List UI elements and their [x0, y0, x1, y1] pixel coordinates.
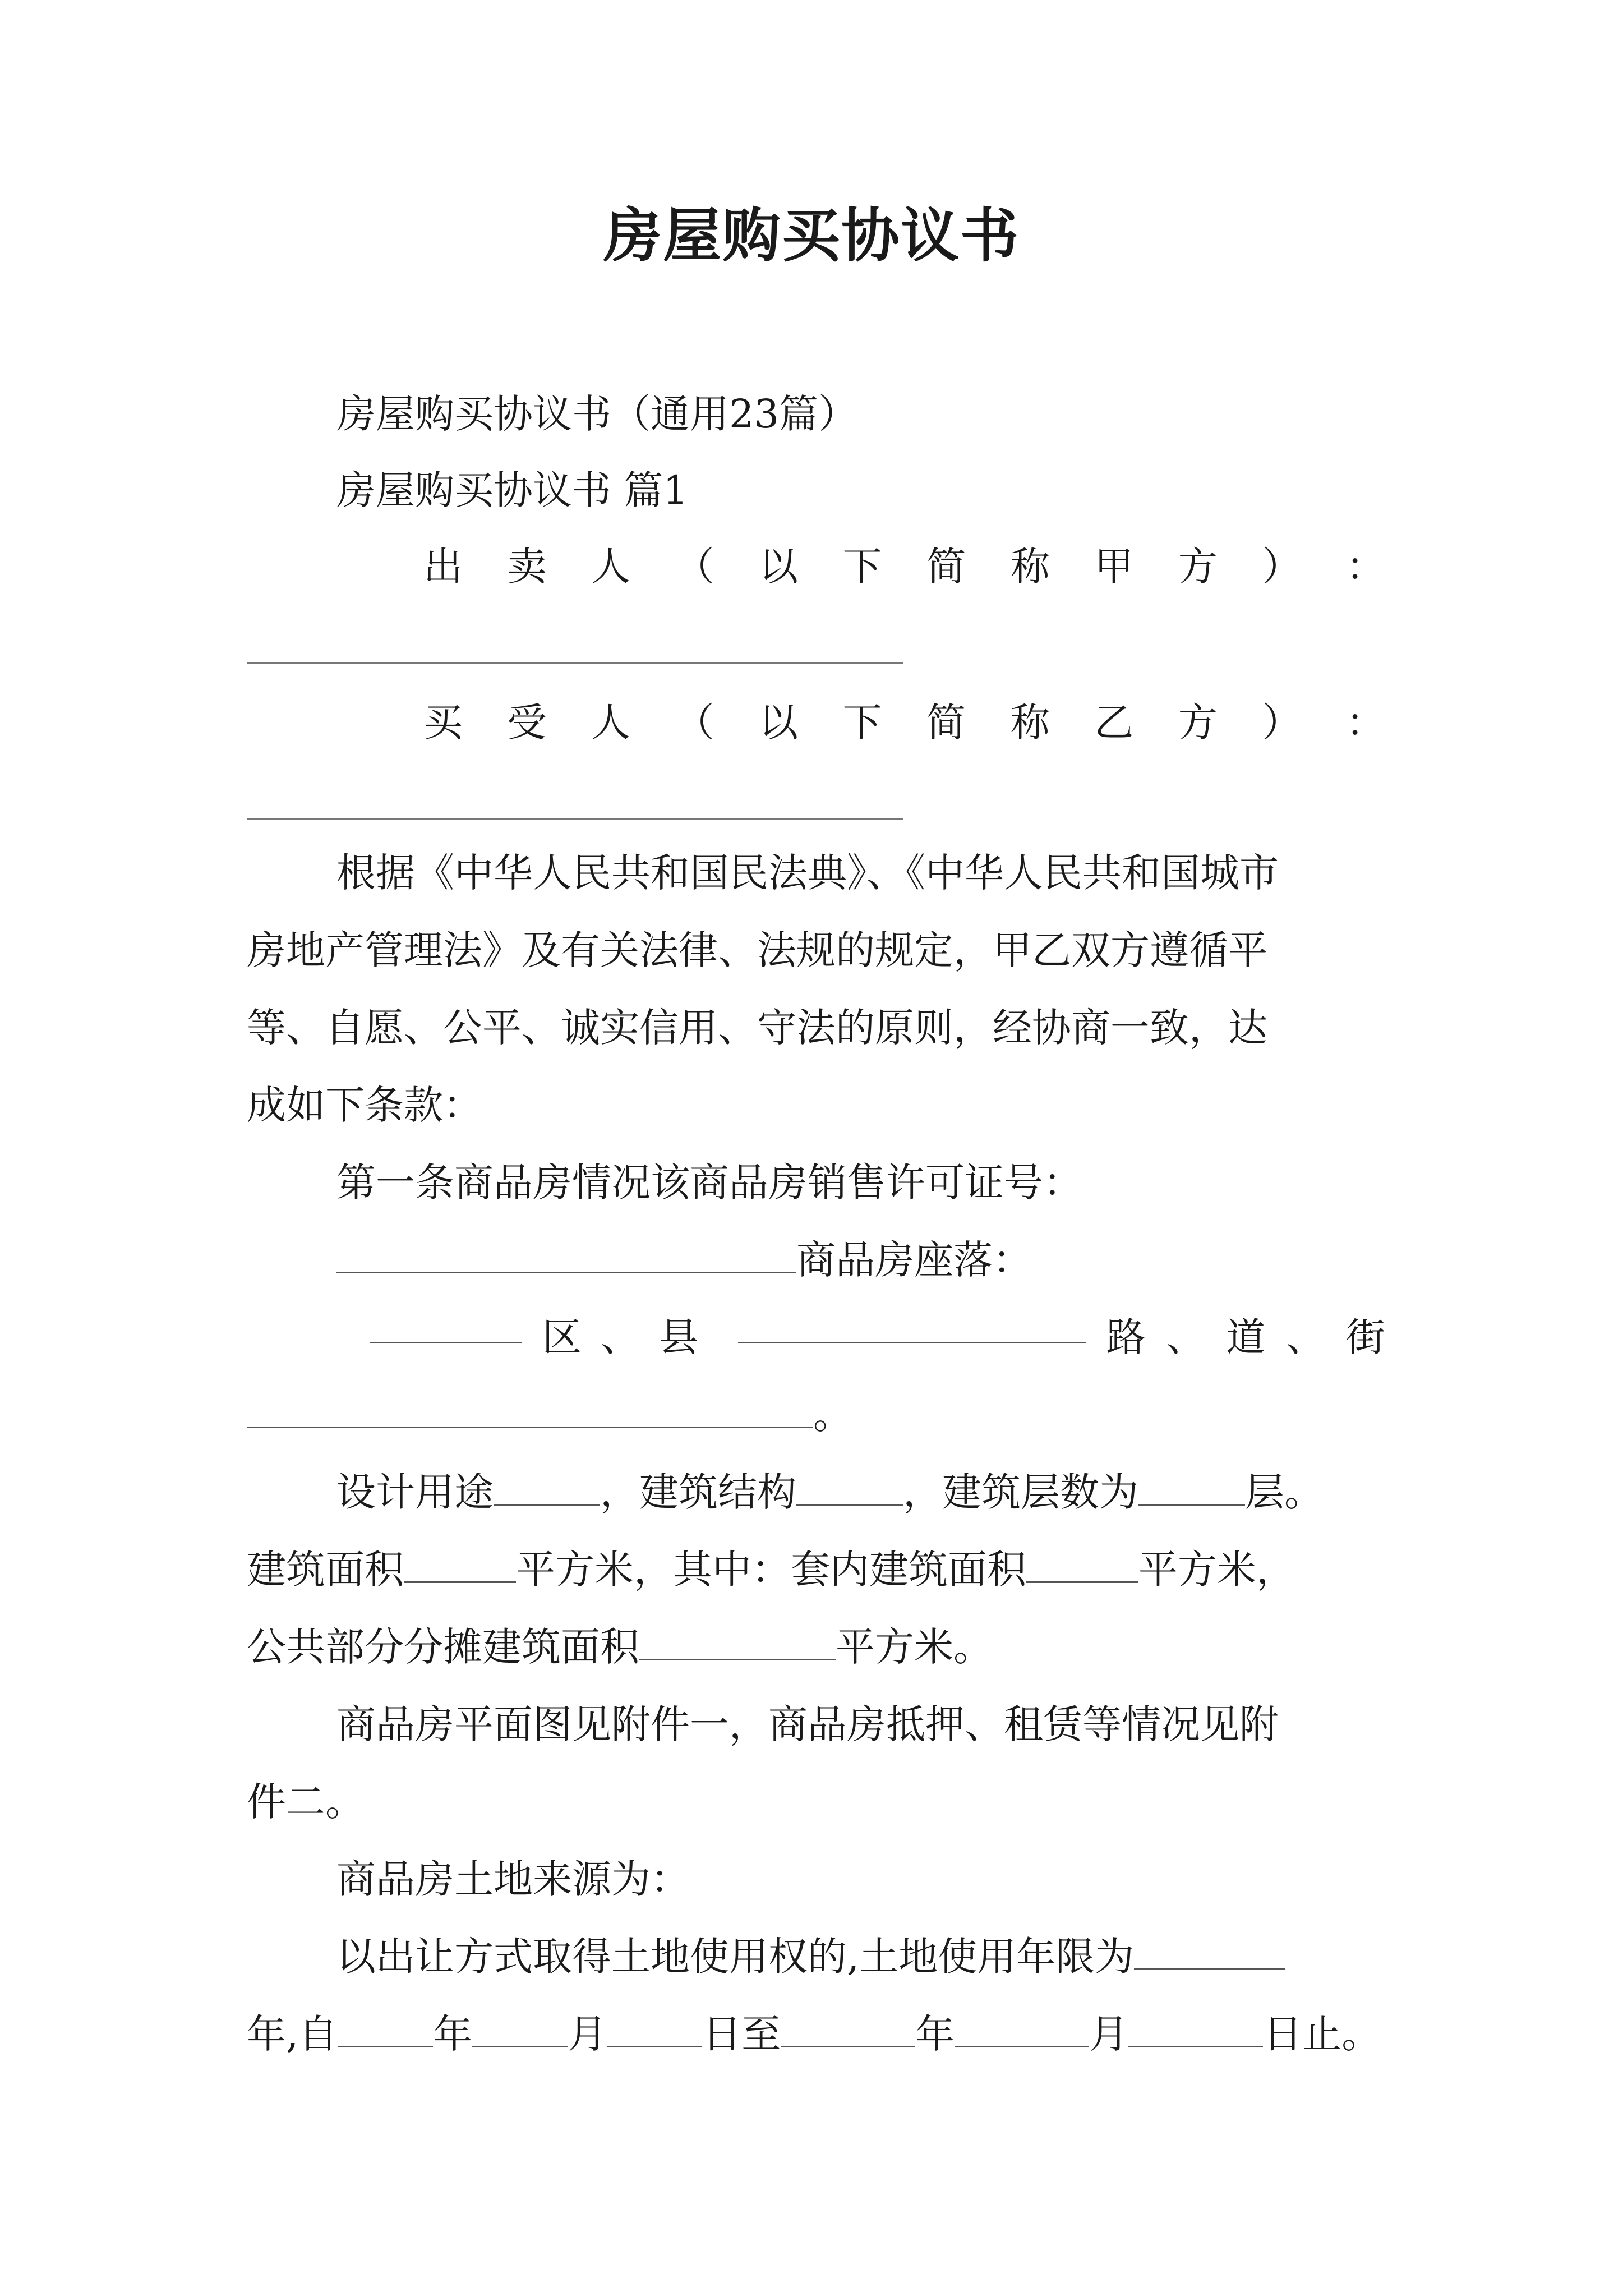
attach-line: 商品房平面图见附件一，商品房抵押、租赁等情况见附: [336, 1701, 1279, 1747]
usage-label: 设计用途: [336, 1469, 494, 1515]
buyer-char: ）: [1262, 700, 1302, 746]
floors-unit: 层。: [1245, 1469, 1324, 1515]
buyer-char: 受: [507, 700, 547, 746]
end-year-blank: [781, 2014, 915, 2047]
seller-char: ）: [1262, 544, 1302, 590]
end-day-blank: [1128, 2014, 1263, 2047]
floors-blank: [1138, 1473, 1245, 1506]
area-line: [247, 1543, 1385, 1596]
address-end: 。: [813, 1392, 852, 1438]
seller-char: （: [675, 544, 714, 590]
buyer-char: 买: [423, 700, 463, 746]
buyer-blank-line: [247, 818, 903, 820]
buyer-char: ：: [1345, 700, 1385, 746]
district-label: 区、县: [542, 1314, 717, 1360]
land-years-blank: [1134, 1937, 1285, 1970]
start-year-blank: [338, 2014, 433, 2047]
buyer-char: 方: [1178, 700, 1218, 746]
area-label: 建筑面积: [247, 1547, 404, 1593]
land-term-line: [336, 1930, 1385, 1984]
seller-char: 卖: [507, 544, 547, 590]
seller-char: 甲: [1094, 544, 1134, 590]
district-blank: [370, 1310, 522, 1343]
seller-char: 出: [423, 544, 463, 590]
para1-line: 房地产管理法》及有关法律、法规的规定，甲乙双方遵循平: [247, 927, 1267, 973]
month-label: 月: [568, 2011, 607, 2057]
road-char: 、: [1286, 1314, 1326, 1360]
seller-char: 称: [1010, 544, 1050, 590]
inner-area-blank: [1026, 1550, 1138, 1583]
area-blank: [404, 1550, 516, 1583]
land-source-label: 商品房土地来源为：: [336, 1856, 690, 1902]
buyer-char: 称: [1010, 700, 1050, 746]
seller-char: 简: [926, 544, 966, 590]
address-end-line: [247, 1388, 1385, 1442]
street-blank: [247, 1395, 813, 1428]
license-blank: [336, 1240, 796, 1273]
seller-char: 以: [759, 544, 799, 590]
para1-line: 成如下条款：: [247, 1082, 482, 1128]
seller-char: 人: [591, 544, 631, 590]
document-title: 房屋购买协议书: [603, 201, 1020, 270]
road-char: 路: [1106, 1314, 1146, 1360]
month-label: 月: [1089, 2011, 1129, 2057]
buyer-char: 乙: [1094, 700, 1134, 746]
buyer-char: 以: [759, 700, 799, 746]
para1-line: 根据《中华人民共和国民法典》、《中华人民共和国城市: [336, 850, 1279, 896]
buyer-char: 下: [842, 700, 882, 746]
shared-area-label: 公共部分分摊建筑面积: [247, 1624, 639, 1670]
structure-label: ，建筑结构: [600, 1469, 796, 1515]
attach-line: 件二。: [247, 1779, 365, 1825]
buyer-char: （: [675, 700, 714, 746]
seller-blank-line: [247, 662, 903, 664]
shared-area-blank: [639, 1627, 836, 1660]
inner-area-unit: 平方米，: [1138, 1547, 1295, 1593]
road-blank: [738, 1310, 1086, 1343]
buyer-char: 简: [926, 700, 966, 746]
seller-char: ：: [1345, 544, 1385, 590]
address-line: [370, 1310, 1385, 1364]
part-heading: 房屋购买协议书 篇1: [336, 467, 688, 513]
land-term-label: 以出让方式取得土地使用权的,土地使用年限为: [336, 1934, 1135, 1980]
inner-area-label: 平方米，其中：套内建筑面积: [516, 1547, 1026, 1593]
location-label: 商品房座落：: [796, 1237, 1032, 1283]
usage-blank: [494, 1473, 600, 1506]
start-month-blank: [472, 2014, 568, 2047]
seller-char: 方: [1178, 544, 1218, 590]
end-month-blank: [955, 2014, 1089, 2047]
year-label: 年: [915, 2011, 955, 2057]
subtitle: 房屋购买协议书（通用23篇）: [336, 391, 858, 437]
land-from-label: 年,自: [247, 2011, 338, 2057]
year-label: 年: [433, 2011, 473, 2057]
shared-area-line: [247, 1620, 1385, 1674]
floors-label: ，建筑层数为: [903, 1469, 1138, 1515]
buyer-char: 人: [591, 700, 631, 746]
start-day-blank: [607, 2014, 702, 2047]
seller-char: 下: [842, 544, 882, 590]
to-label: 日至: [702, 2011, 781, 2057]
end-label: 日止。: [1263, 2011, 1381, 2057]
road-char: 街: [1345, 1314, 1385, 1360]
article-1-heading: 第一条商品房情况该商品房销售许可证号：: [336, 1159, 1082, 1205]
road-char: 道: [1226, 1314, 1266, 1360]
shared-area-unit: 平方米。: [836, 1624, 993, 1670]
seller-line: [423, 540, 1385, 593]
location-line: [336, 1233, 1385, 1287]
usage-line: [336, 1465, 1385, 1519]
land-date-line: [247, 2007, 1385, 2061]
buyer-line: [423, 696, 1385, 749]
road-char: 、: [1166, 1314, 1206, 1360]
structure-blank: [796, 1473, 903, 1506]
para1-line: 等、自愿、公平、诚实信用、守法的原则，经协商一致，达: [247, 1005, 1267, 1051]
